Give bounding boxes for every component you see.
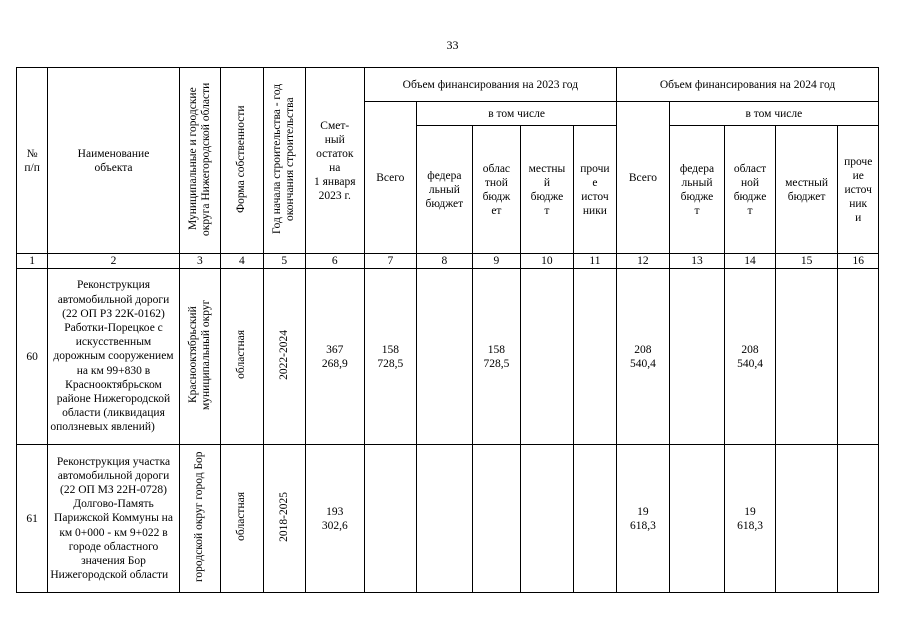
estimate: 367 268,9 — [305, 269, 364, 445]
regional-2023 — [472, 445, 521, 593]
years: 2018-2025 — [277, 491, 290, 542]
header-local-2024: местный бюджет — [775, 126, 838, 254]
table-row — [17, 445, 879, 593]
ownership: областная — [235, 330, 248, 379]
header-funding-2023: Объем финансирования на 2023 год — [364, 68, 617, 102]
years-cell — [263, 445, 305, 593]
column-number: 16 — [838, 254, 879, 269]
header-federal-2023: федера льный бюджет — [417, 126, 473, 254]
total-2024: 19 618,3 — [617, 445, 670, 593]
local-2023 — [521, 445, 574, 593]
municipality: Краснооктябрьский муниципальный округ — [186, 299, 212, 410]
municipality-cell — [179, 269, 220, 445]
regional-2024: 19 618,3 — [725, 445, 776, 593]
regional-2024: 208 540,4 — [725, 269, 776, 445]
object-name: Реконструкция автомобильной дороги (22 ОП РЗ 22К-0162) Работки-Порецкое с искусственным дорожным сооружением на км 99+830 в Краснооктябрьском районе Нижегородской области (ликвидация оползневых явлений) — [48, 269, 179, 445]
other-2023 — [573, 445, 616, 593]
object-name: Реконструкция участка автомобильной дороги (22 ОП МЗ 22Н-0728) Долгово-Память Парижской Коммуны на км 0+000 - км 9+022 в городе областного значения Бор Нижегородской области — [48, 445, 179, 593]
ownership: областная — [235, 492, 248, 541]
header-total-2023: Всего — [364, 102, 417, 254]
page-number: 33 — [446, 38, 459, 52]
local-2023 — [521, 269, 574, 445]
regional-2023: 158 728,5 — [472, 269, 521, 445]
column-number: 5 — [263, 254, 305, 269]
ownership-cell — [221, 445, 263, 593]
header-other-2023: прочи е источ ники — [573, 126, 616, 254]
other-2023 — [573, 269, 616, 445]
total-2024: 208 540,4 — [617, 269, 670, 445]
header-regional-2023: облас тной бюдж ет — [472, 126, 521, 254]
row-num: 60 — [17, 269, 48, 445]
column-number: 7 — [364, 254, 417, 269]
column-number: 1 — [17, 254, 48, 269]
header-total-2024: Всего — [617, 102, 670, 254]
header-municipality-cell — [179, 68, 220, 254]
column-number: 13 — [669, 254, 725, 269]
header-ownership-cell — [221, 68, 263, 254]
estimate: 193 302,6 — [305, 445, 364, 593]
column-number: 14 — [725, 254, 776, 269]
header-ownership: Форма собственности — [235, 104, 248, 213]
header-including-2024: в том числе — [669, 102, 878, 126]
header-name: Наименование объекта — [48, 68, 179, 254]
header-years: Год начала строительства - год окончания строительства — [271, 83, 297, 234]
table-row — [17, 269, 879, 445]
column-number: 15 — [775, 254, 838, 269]
local-2024 — [775, 445, 838, 593]
ownership-cell — [221, 269, 263, 445]
local-2024 — [775, 269, 838, 445]
years: 2022-2024 — [277, 329, 290, 380]
row-num: 61 — [17, 445, 48, 593]
column-number: 6 — [305, 254, 364, 269]
total-2023: 158 728,5 — [364, 269, 417, 445]
federal-2024 — [669, 269, 725, 445]
column-number: 10 — [521, 254, 574, 269]
federal-2023 — [417, 445, 473, 593]
total-2023 — [364, 445, 417, 593]
column-number: 2 — [48, 254, 179, 269]
column-number-row — [17, 254, 879, 269]
header-local-2023: местны й бюдже т — [521, 126, 574, 254]
column-number: 9 — [472, 254, 521, 269]
years-cell — [263, 269, 305, 445]
column-number: 8 — [417, 254, 473, 269]
column-number: 3 — [179, 254, 220, 269]
federal-2023 — [417, 269, 473, 445]
municipality: городской округ город Бор — [193, 451, 206, 582]
header-municipality: Муниципальные и городские округа Нижегородской области — [186, 81, 212, 236]
column-number: 4 — [221, 254, 263, 269]
federal-2024 — [669, 445, 725, 593]
other-2024 — [838, 445, 879, 593]
header-regional-2024: област ной бюдже т — [725, 126, 776, 254]
other-2024 — [838, 269, 879, 445]
header-other-2024: проче ие источ ник и — [838, 126, 879, 254]
funding-table — [16, 67, 879, 593]
header-funding-2024: Объем финансирования на 2024 год — [617, 68, 879, 102]
header-years-cell — [263, 68, 305, 254]
column-number: 12 — [617, 254, 670, 269]
column-number: 11 — [573, 254, 616, 269]
header-including-2023: в том числе — [417, 102, 617, 126]
header-federal-2024: федера льный бюдже т — [669, 126, 725, 254]
header-num: № п/п — [17, 68, 48, 254]
header-estimate: Смет- ный остаток на 1 января 2023 г. — [305, 68, 364, 254]
municipality-cell — [179, 445, 220, 593]
